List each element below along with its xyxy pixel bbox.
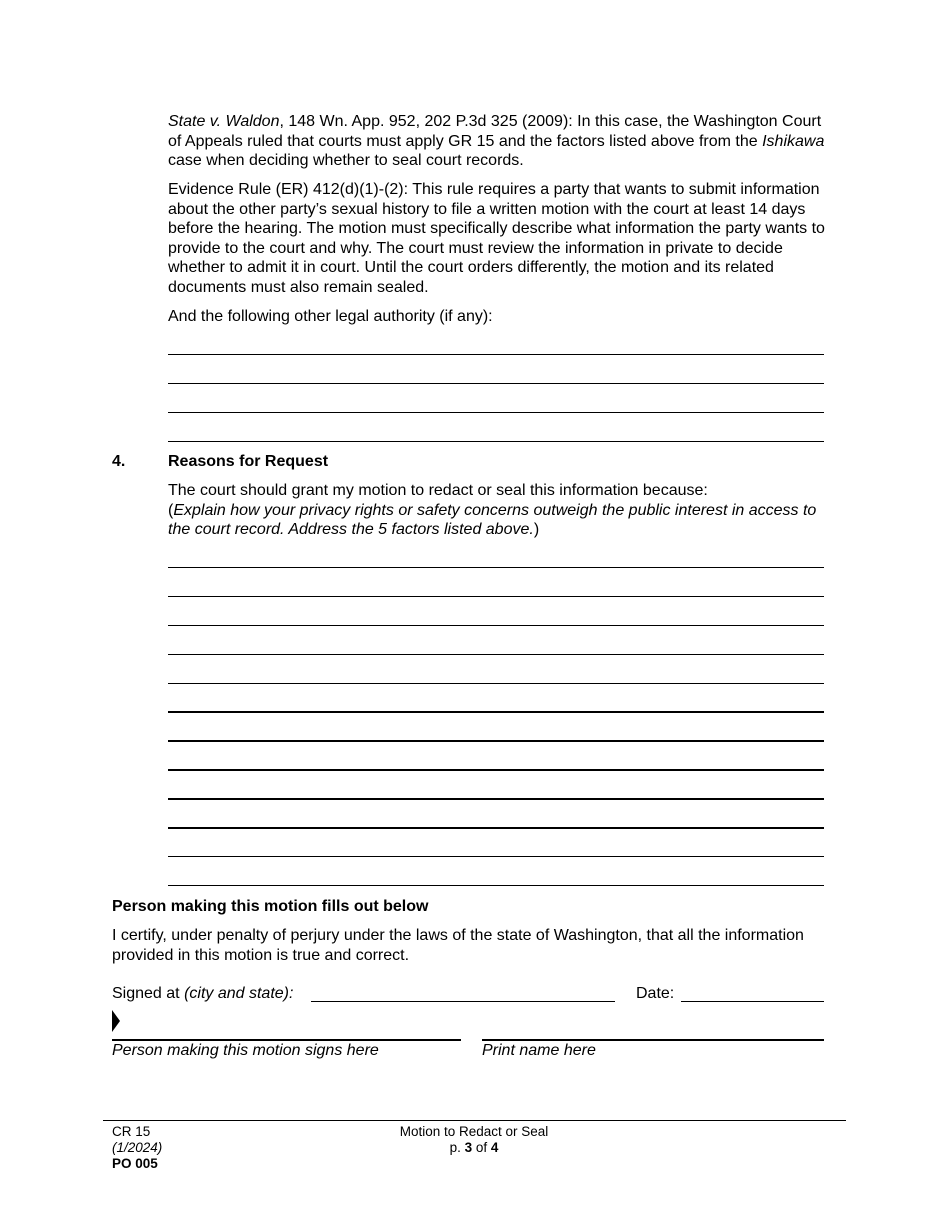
reasons-line-1[interactable] xyxy=(168,567,824,568)
sign-here-arrow-icon xyxy=(111,1010,121,1032)
reasons-line-11[interactable] xyxy=(168,856,824,857)
footer-page-number xyxy=(374,1140,574,1156)
certification-text: I certify, under penalty of perjury under the laws of the state of Washington, that all the information provided in this motion is true and correct. xyxy=(112,927,804,964)
footer-revision xyxy=(112,1140,162,1156)
reasons-line-2[interactable] xyxy=(168,596,824,597)
reasons-line-7[interactable] xyxy=(168,740,824,742)
signature-heading: Person making this motion fills out below xyxy=(112,898,429,915)
ishikawa-case-ref: Ishikawa xyxy=(762,132,825,150)
reasons-line-4[interactable] xyxy=(168,654,824,655)
sign-here-caption-text: Person making this motion signs here xyxy=(112,1042,379,1059)
waldon-paragraph xyxy=(168,112,838,171)
footer-form-code: CR 15 xyxy=(112,1124,151,1139)
page-total: 4 xyxy=(490,1140,499,1155)
date-field[interactable] xyxy=(681,1001,824,1002)
date-label: Date: xyxy=(636,985,675,1002)
reasons-line-8[interactable] xyxy=(168,769,824,771)
reasons-line-5[interactable] xyxy=(168,683,824,684)
evidence-rule-paragraph: Evidence Rule (ER) 412(d)(1)-(2): This rule requires a party that wants to submit information about the other party’s sexual history to file a written motion with the court at least 14 days before the hearing. The motion must specifically describe what information the party wants to provide to the court and why. The court must review the information in private to decide whether to admit it in court. Until the court orders differently, the motion and its related documents must also remain sealed. xyxy=(168,181,825,296)
footer-form-id: PO 005 xyxy=(112,1156,158,1171)
footer-doc-title: Motion to Redact or Seal xyxy=(399,1124,549,1139)
section-4-title: Reasons for Request xyxy=(168,453,329,470)
reasons-line-10[interactable] xyxy=(168,827,824,829)
reasons-instruction: Explain how your privacy rights or safety concerns outweigh the public interest in access to the court record. Address the 5 factors listed above. xyxy=(168,501,817,538)
section-4-number: 4. xyxy=(112,453,126,470)
other-authority-line-1[interactable] xyxy=(168,354,824,355)
reasons-line-6[interactable] xyxy=(168,711,824,713)
waldon-citation: , 148 Wn. App. 952, 202 P.3d 325 (2009): In this case, the Washington Court of Appeals ruled that courts must apply GR 15 and the factors listed above from the xyxy=(168,113,822,150)
waldon-case-name: State v. Waldon xyxy=(168,113,280,130)
reasons-line-9[interactable] xyxy=(168,798,824,800)
reasons-intro xyxy=(168,481,838,540)
signed-at-label xyxy=(112,984,293,1004)
sign-here-caption xyxy=(112,1041,379,1061)
reasons-intro-text: The court should grant my motion to redact or seal this information because: xyxy=(168,482,708,499)
footer-center xyxy=(374,1124,574,1156)
other-authority-line-3[interactable] xyxy=(168,412,824,413)
page-current: 3 xyxy=(464,1140,473,1155)
other-authority-line-2[interactable] xyxy=(168,383,824,384)
footer-left xyxy=(112,1124,162,1172)
page-prefix: p. xyxy=(449,1140,465,1155)
other-authority-line-4[interactable] xyxy=(168,441,824,442)
print-name-caption xyxy=(482,1041,596,1061)
instruction-close-paren: ) xyxy=(533,521,540,538)
footer-divider xyxy=(103,1120,846,1121)
signed-at-field[interactable] xyxy=(311,1001,615,1002)
reasons-line-12[interactable] xyxy=(168,885,824,886)
footer-revision-text: (1/2024) xyxy=(112,1140,163,1155)
instruction-open-paren: ( xyxy=(168,501,174,519)
waldon-tail: case when deciding whether to seal court records. xyxy=(168,152,524,169)
reasons-line-3[interactable] xyxy=(168,625,824,626)
page-of: of xyxy=(472,1140,491,1155)
signed-at-hint: (city and state): xyxy=(184,985,294,1002)
print-name-caption-text: Print name here xyxy=(482,1042,596,1059)
signed-at-label-text: Signed at xyxy=(112,985,185,1002)
other-authority-prompt: And the following other legal authority (if any): xyxy=(168,308,493,325)
